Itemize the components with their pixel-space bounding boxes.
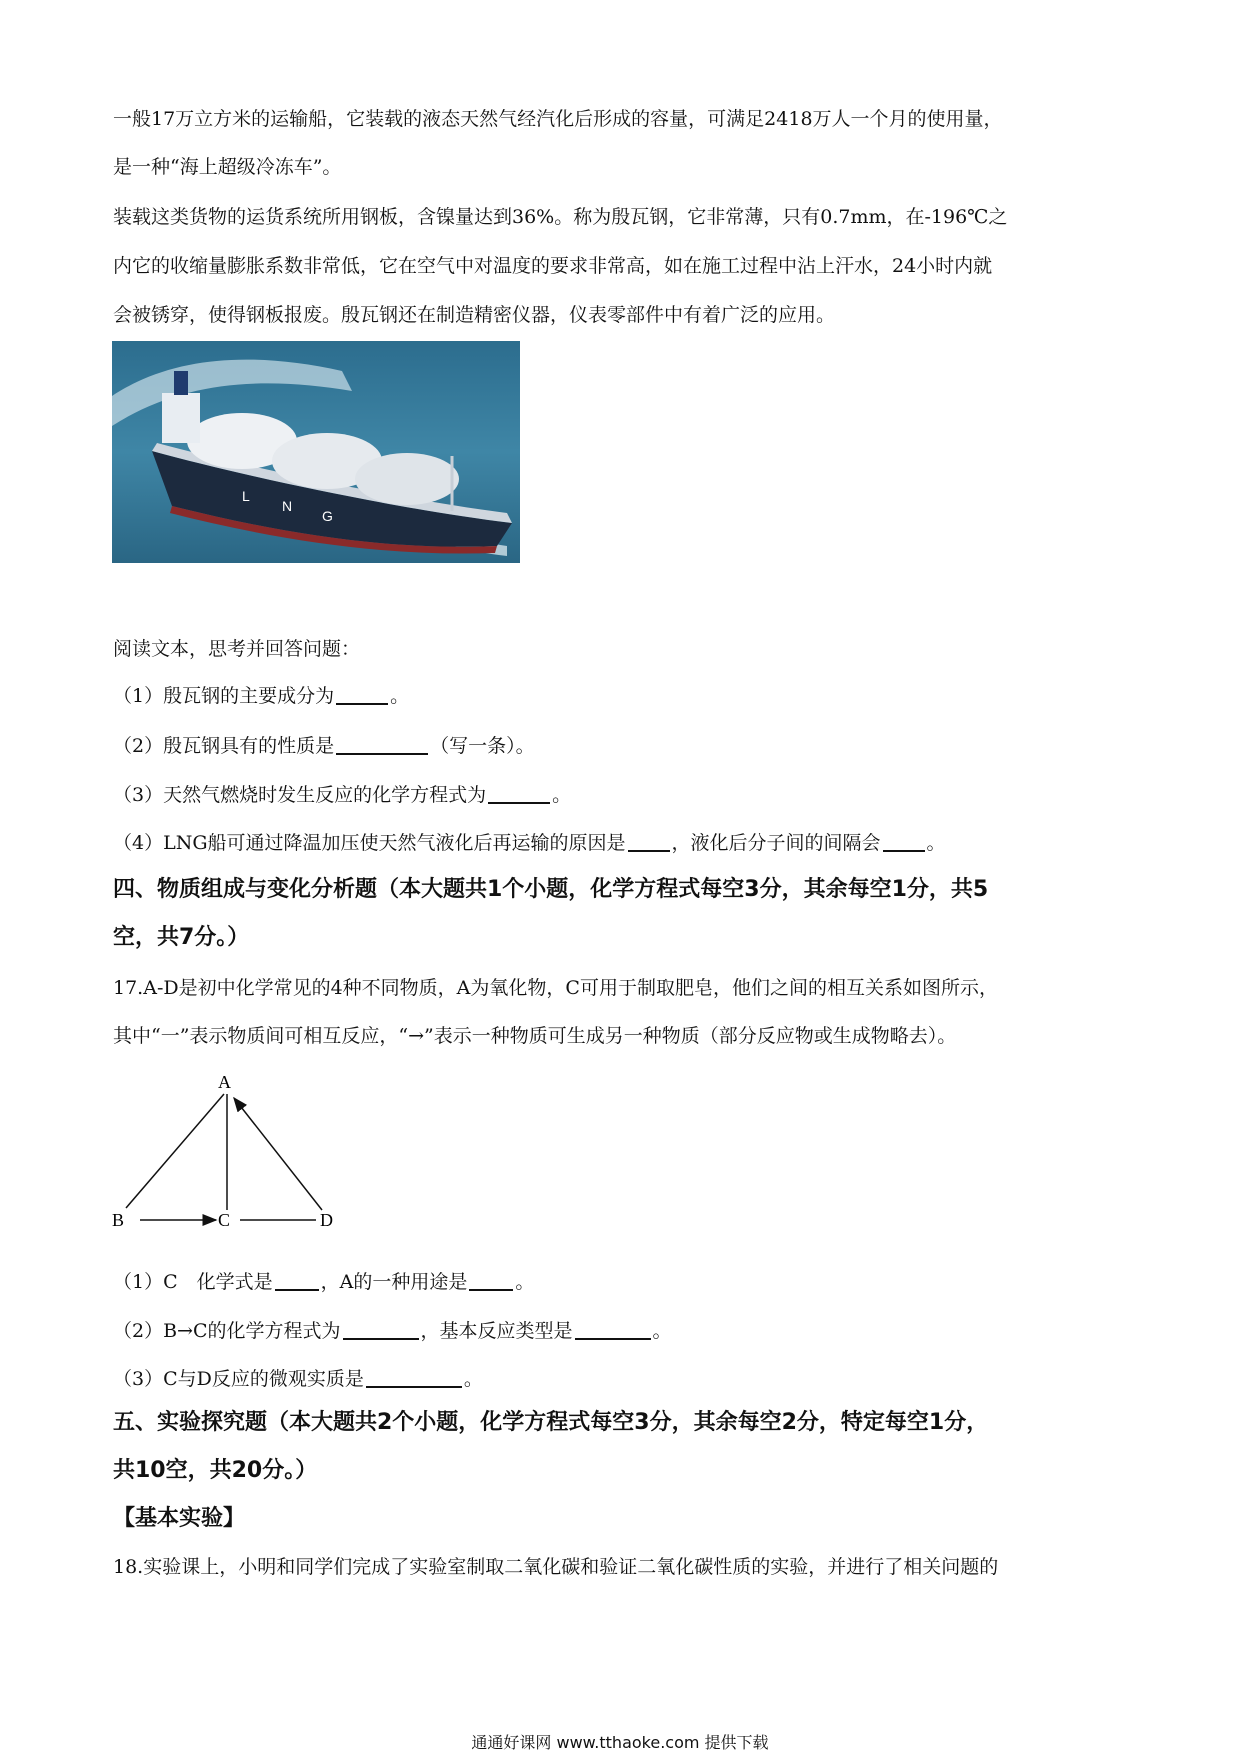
q16-sub-3-text: （3）天然气燃烧时发生反应的化学方程式为 — [113, 784, 487, 806]
passage-line-3: 装载这类货物的运货系统所用钢板，含镍量达到36%。称为殷瓦钢，它非常薄，只有0.7mm，在-196℃之 — [113, 206, 1008, 228]
q16-prompt: 阅读文本，思考并回答问题： — [113, 638, 361, 660]
q17-sub-3 — [113, 1366, 483, 1392]
q17-sub-2-mid: ，基本反应类型是 — [420, 1320, 573, 1342]
section-5-heading-line-2: 共10空，共20分。） — [113, 1458, 318, 1483]
answer-blank[interactable] — [336, 683, 388, 705]
answer-blank[interactable] — [469, 1269, 513, 1291]
q17-sub-2-text: （2）B→C的化学方程式为 — [113, 1320, 341, 1342]
answer-blank[interactable] — [343, 1318, 419, 1340]
section-4-heading-line-2: 空，共7分。） — [113, 925, 250, 950]
section-5-heading-line-1: 五、实验探究题（本大题共2个小题，化学方程式每空3分，其余每空2分，特定每空1分， — [113, 1410, 989, 1435]
q17-stem-line-2: 其中“一”表示物质间可相互反应，“→”表示一种物质可生成另一种物质（部分反应物或生成物略去）。 — [113, 1025, 957, 1047]
q17-sub-1-mid: ，A的一种用途是 — [320, 1271, 468, 1293]
passage-line-5: 会被锈穿，使得钢板报废。殷瓦钢还在制造精密仪器，仪表零部件中有着广泛的应用。 — [113, 304, 836, 326]
node-c: C — [218, 1210, 231, 1228]
lng-ship-photo — [112, 341, 520, 563]
answer-blank[interactable] — [275, 1269, 319, 1291]
q17-sub-1-end: 。 — [515, 1271, 535, 1293]
passage-line-4: 内它的收缩量膨胀系数非常低，它在空气中对温度的要求非常高，如在施工过程中沾上汗水，24小时内就 — [113, 255, 993, 277]
node-a: A — [218, 1072, 231, 1092]
answer-blank[interactable] — [366, 1366, 462, 1388]
answer-blank[interactable] — [336, 733, 428, 755]
relationship-diagram — [112, 1068, 352, 1228]
ship-bridge — [162, 393, 200, 443]
q17-sub-3-text: （3）C与D反应的微观实质是 — [113, 1368, 364, 1390]
ship-funnel — [174, 371, 188, 395]
q16-sub-3-end: 。 — [552, 784, 572, 806]
answer-blank[interactable] — [488, 782, 550, 804]
section-4-heading-line-1: 四、物质组成与变化分析题（本大题共1个小题，化学方程式每空3分，其余每空1分，共5 — [113, 877, 989, 902]
node-b: B — [112, 1210, 125, 1228]
hull-letter-g: G — [322, 508, 333, 524]
q17-sub-2 — [113, 1318, 672, 1344]
q16-sub-2-text: （2）殷瓦钢具有的性质是 — [113, 735, 335, 757]
q16-sub-1 — [113, 683, 409, 709]
q16-sub-2-end: （写一条）。 — [430, 735, 535, 757]
page-footer: 通通好课网 www.tthaoke.com 提供下载 — [471, 1733, 769, 1752]
section-5-subheading: 【基本实验】 — [113, 1506, 246, 1531]
answer-blank[interactable] — [575, 1318, 651, 1340]
q17-sub-1-text: （1）C 化学式是 — [113, 1271, 273, 1293]
q16-sub-4-text: （4）LNG船可通过降温加压使天然气液化后再运输的原因是 — [113, 832, 626, 854]
node-d: D — [320, 1210, 333, 1228]
q18-stem-line-1: 18.实验课上，小明和同学们完成了实验室制取二氧化碳和验证二氧化碳性质的实验，并进行了相关问题的 — [113, 1556, 999, 1578]
hull-letter-l: L — [242, 488, 250, 504]
hull-letter-n: N — [282, 498, 293, 514]
passage-line-2: 是一种“海上超级冷冻车”。 — [113, 156, 342, 178]
q17-stem-line-1: 17.A-D是初中化学常见的4种不同物质，A为氧化物，C可用于制取肥皂，他们之间的相互关系如图所示， — [113, 977, 998, 999]
passage-line-1: 一般17万立方米的运输船，它装载的液态天然气经汽化后形成的容量，可满足2418万人一个月的使用量， — [113, 108, 1003, 130]
q16-sub-1-text: （1）殷瓦钢的主要成分为 — [113, 685, 335, 707]
q16-sub-3 — [113, 782, 571, 808]
q16-sub-2 — [113, 733, 535, 759]
answer-blank[interactable] — [883, 830, 925, 852]
q16-sub-4-mid: ，液化后分子间的间隔会 — [671, 832, 881, 854]
lng-tank-3 — [355, 453, 459, 505]
q17-sub-3-end: 。 — [463, 1368, 483, 1390]
q17-sub-2-end: 。 — [652, 1320, 672, 1342]
q16-sub-4-end: 。 — [926, 832, 946, 854]
q16-sub-4 — [113, 830, 946, 856]
answer-blank[interactable] — [628, 830, 670, 852]
q17-sub-1 — [113, 1269, 534, 1295]
q16-sub-1-end: 。 — [390, 685, 410, 707]
edge-a-b — [126, 1094, 224, 1208]
edge-d-to-a — [234, 1098, 322, 1210]
